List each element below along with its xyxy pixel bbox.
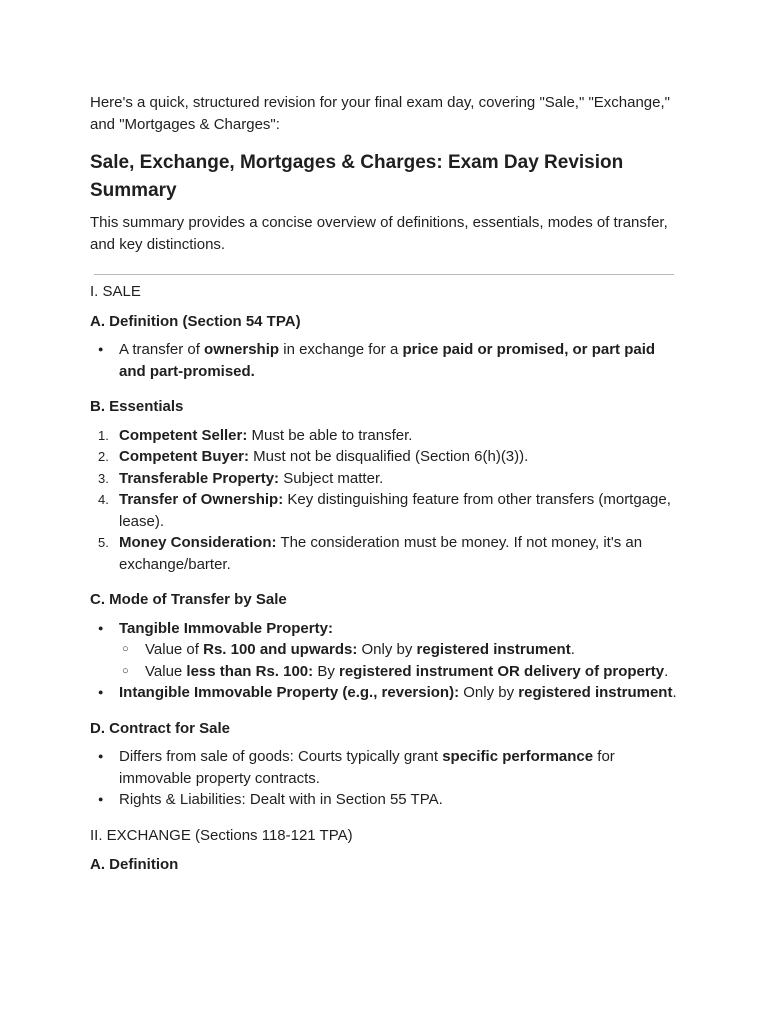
sale-definition-list [90,339,680,382]
text-run: . [570,641,575,658]
text-run: The consideration must be money. If not money, it's an exchange/barter. [119,534,643,573]
bold-run: ownership [204,341,280,358]
bold-run: Money Consideration: [119,534,277,551]
text-run: in exchange for a [279,341,403,358]
text-run: Key distinguishing feature from other transfers (mortgage, lease). [119,491,671,530]
sale-contract-heading: D. Contract for Sale [90,719,231,737]
list-item [90,618,680,683]
list-item [90,489,680,532]
list-item [90,746,680,789]
text-run: Subject matter. [279,469,384,487]
bold-run: Rs. 100 and upwards: [203,641,358,658]
document-title: Sale, Exchange, Mortgages & Charges: Exam Day Revision Summary [90,152,624,201]
text-run: Rights & Liabilities: Dealt with in Section 55 TPA. [119,791,443,808]
text-run: Differs from sale of goods: Courts typically grant [119,748,443,765]
text-run: By [313,662,339,680]
bold-run: Transfer of Ownership: [119,491,284,508]
list-item [90,789,680,811]
bold-run: Competent Seller: [119,426,248,444]
text-run: for immovable property contracts. [119,748,615,787]
bold-run: registered instrument [518,684,673,701]
list-item [90,425,680,447]
section-heading-exchange: II. EXCHANGE (Sections 118-121 TPA) [90,826,353,844]
list-number: 4. [98,492,109,507]
list-item [90,682,680,704]
list-number: 1. [98,427,109,443]
list-number: 5. [98,535,109,550]
divider [94,274,674,275]
text-run: Must be able to transfer. [247,426,413,444]
text-run: . [664,662,669,680]
text-run: . [672,684,677,701]
bold-run: Intangible Immovable Property (e.g., reversion): [119,684,460,701]
sub-list-item [119,661,680,683]
summary-text: This summary provides a concise overview of definitions, essentials, modes of transfer, and key distinctions. [90,214,668,253]
bold-run: Tangible Immovable Property: [119,619,333,637]
sale-essentials-heading: B. Essentials [90,398,184,415]
section-heading-sale: I. SALE [90,283,141,300]
bold-run: registered instrument [416,641,571,658]
text-run: Value [145,662,187,680]
text-run: Value of [145,641,204,658]
document-body [90,92,680,883]
text-run: A transfer of [119,341,205,358]
text-run: Must not be disqualified (Section 6(h)(3)). [249,448,529,465]
list-item [90,446,680,468]
list-item [90,468,680,490]
bold-run: specific performance [442,748,594,765]
sub-list [119,639,680,682]
list-number: 3. [98,470,109,486]
bold-run: registered instrument OR delivery of property [339,662,665,680]
sale-essentials-list [90,425,680,576]
sale-mode-heading: C. Mode of Transfer by Sale [90,591,287,608]
text-run: Only by [357,641,417,658]
list-item [90,532,680,575]
list-number: 2. [98,449,109,464]
intro-text: Here's a quick, structured revision for your final exam day, covering "Sale," "Exchange," and "Mortgages & Charges": [90,94,670,133]
bold-run: Transferable Property: [119,469,280,487]
list-item [90,339,680,382]
bold-run: Competent Buyer: [119,448,250,465]
sale-definition-heading: A. Definition (Section 54 TPA) [90,312,301,330]
sale-mode-list [90,618,680,704]
sale-contract-list [90,746,680,811]
sub-list-item [119,639,680,661]
bold-run: less than Rs. 100: [186,662,314,680]
exchange-definition-heading: A. Definition [90,856,179,873]
text-run: Only by [459,684,519,701]
bold-run: price paid or promised, or part paid and part-promised. [119,341,656,380]
